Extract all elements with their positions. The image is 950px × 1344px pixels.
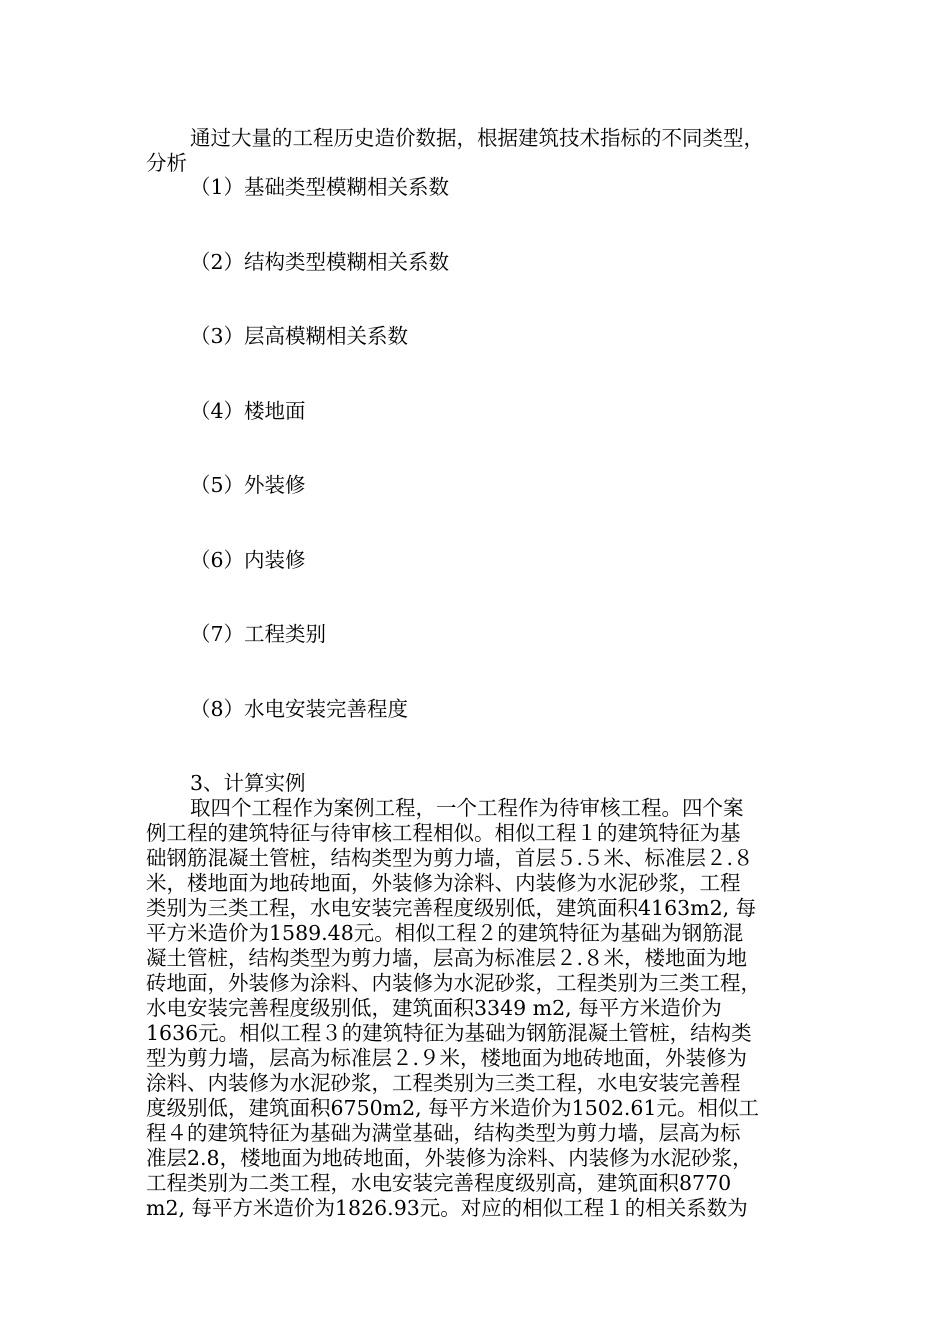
paragraph-line: 取四个工程作为案例工程，一个工程作为待审核工程。四个案 <box>190 796 744 820</box>
paragraph-line: 例工程的建筑特征与待审核工程相似。相似工程１的建筑特征为基 <box>146 821 741 845</box>
list-item: （3）层高模糊相关系数 <box>190 324 409 348</box>
paragraph-line: 水电安装完善程度级别低，建筑面积3349 m2, 每平方米造价为 <box>146 996 722 1020</box>
paragraph-line: 类别为三类工程，水电安装完善程度级别低，建筑面积4163m2, 每 <box>146 896 757 920</box>
paragraph-line: m2, 每平方米造价为1826.93元。对应的相似工程１的相关系数为 <box>146 1196 748 1220</box>
list-item: （6）内装修 <box>190 548 306 572</box>
paragraph-line: 平方米造价为1589.48元。相似工程２的建筑特征为基础为钢筋混 <box>146 921 744 945</box>
list-item: （1）基础类型模糊相关系数 <box>190 175 450 199</box>
paragraph-line: 涂料、内装修为水泥砂浆，工程类别为三类工程，水电安装完善程 <box>146 1071 741 1095</box>
intro-line-2: 分析 <box>146 151 187 175</box>
paragraph-line: 砖地面，外装修为涂料、内装修为水泥砂浆，工程类别为三类工程， <box>146 971 761 995</box>
paragraph-line: 工程类别为二类工程，水电安装完善程度级别高，建筑面积8770 <box>146 1171 732 1195</box>
paragraph-line: 础钢筋混凝土管桩，结构类型为剪力墙，首层５.５米、标准层２.８ <box>146 846 754 870</box>
intro-line-1: 通过大量的工程历史造价数据，根据建筑技术指标的不同类型， <box>190 126 764 150</box>
paragraph-line: 1636元。相似工程３的建筑特征为基础为钢筋混凝土管桩，结构类 <box>146 1021 752 1045</box>
list-item: （8）水电安装完善程度 <box>190 697 409 721</box>
paragraph-line: 型为剪力墙，层高为标准层２.９米，楼地面为地砖地面，外装修为 <box>146 1046 748 1070</box>
paragraph-line: 准层2.8，楼地面为地砖地面，外装修为涂料、内装修为水泥砂浆， <box>146 1146 753 1170</box>
list-item: （7）工程类别 <box>190 622 327 646</box>
paragraph-line: 程４的建筑特征为基础为满堂基础，结构类型为剪力墙，层高为标 <box>146 1121 741 1145</box>
list-item: （5）外装修 <box>190 473 306 497</box>
list-item: （2）结构类型模糊相关系数 <box>190 250 450 274</box>
paragraph-line: 米，楼地面为地砖地面，外装修为涂料、内装修为水泥砂浆，工程 <box>146 871 741 895</box>
paragraph-line: 凝土管桩，结构类型为剪力墙，层高为标准层２.８米，楼地面为地 <box>146 946 748 970</box>
list-item: （4）楼地面 <box>190 399 306 423</box>
paragraph-line: 度级别低，建筑面积6750m2, 每平方米造价为1502.61元。相似工 <box>146 1096 759 1120</box>
section-heading: 3、计算实例 <box>190 771 306 795</box>
